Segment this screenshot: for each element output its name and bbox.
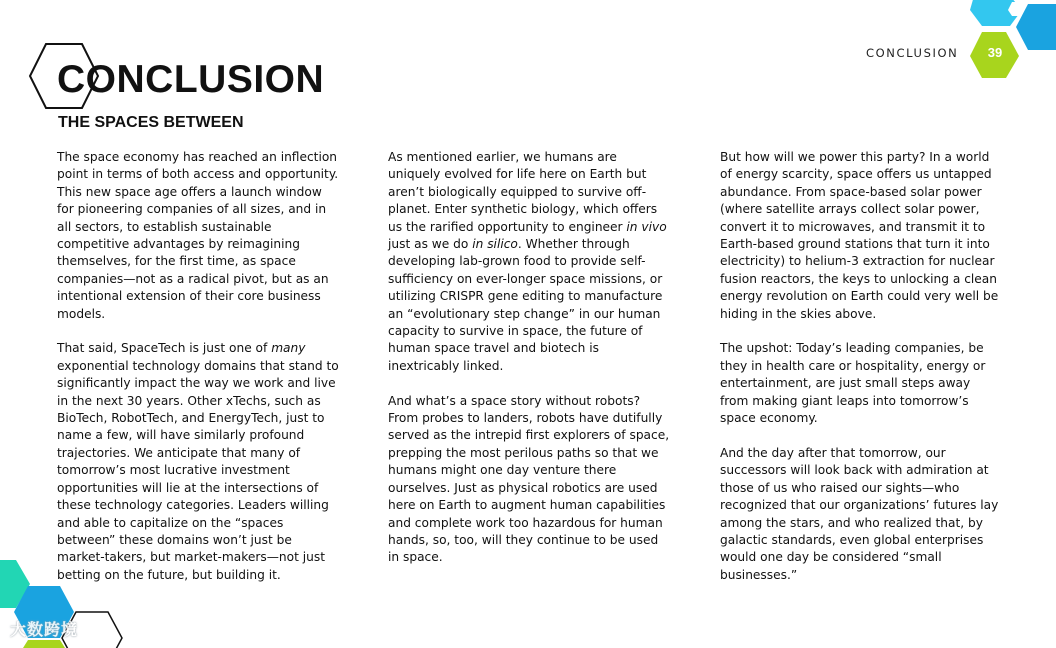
section-subtitle: THE SPACES BETWEEN (58, 114, 244, 131)
body-paragraph (720, 149, 1002, 323)
text-run: just as we do (388, 237, 473, 252)
page-number: 39 (987, 45, 1003, 60)
hex-lime-bottom (18, 640, 70, 648)
body-paragraph (57, 340, 339, 584)
body-paragraph (720, 340, 1002, 427)
text-run: That said, SpaceTech is just one of (57, 341, 272, 356)
text-run: And what’s a space story without robots? From probes to landers, robots have dutifully served as the intrepid first explorers of space, prepping the most perilous paths so that we humans might one day venture there ourselves. Just as physical robotics are used here on Earth to augment human capabilities and complete work too hazardous for human hands, so, too, will they continue to be used in space. (388, 393, 670, 565)
body-paragraph (720, 445, 1002, 584)
text-run: And the day after that tomorrow, our successors will look back with admiration at those of us who raised our sights—who recognized that our organizations’ futures lay among the stars, and who realized that, by galactic standards, even global enterprises would one day be considered “small businesses.” (720, 445, 999, 582)
italic-text: in silico (472, 237, 518, 252)
page-title: CONCLUSION (57, 58, 325, 101)
italic-text: many (271, 341, 306, 356)
text-column-1 (57, 149, 339, 602)
text-run: The upshot: Today’s leading companies, be they in health care or hospitality, energy or entertainment, are just small steps away from making giant leaps into tomorrow’s space economy. (720, 341, 986, 426)
text-run: As mentioned earlier, we humans are uniquely evolved for life here on Earth but aren’t biologically equipped to survive off-planet. Enter synthetic biology, which offers us the rarified opportunity to engineer (388, 150, 658, 234)
watermark-text: 大数跨境 (10, 620, 79, 639)
italic-text: in vivo (626, 219, 667, 234)
text-run: But how will we power this party? In a world of energy scarcity, space offers us untapped abundance. From space-based solar power (where satellite arrays collect solar power, convert it to microwaves, and transmit it to Earth-based ground stations that turn it into electricity) to helium-3 extraction for nuclear fusion reactors, the keys to unlocking a clean energy revolution on Earth could very well be hiding in the skies above. (720, 150, 999, 321)
text-run: . Whether through developing lab-grown food to provide self-sufficiency on ever-longer space missions, or utilizing CRISPR gene editing to manufacture an “evolutionary step change” in our human capacity to survive in space, the future of human space travel and biotech is inextricably linked. (388, 237, 663, 373)
text-run: exponential technology domains that stand to significantly impact the way we work and live in the next 30 years. Other xTechs, such as BioTech, RobotTech, and EnergyTech, just to name a few, will have similarly profound trajectories. We anticipate that many of tomorrow’s most lucrative investment opportunities will lie at the intersections of these technology categories. Leaders willing and able to capitalize on the “spaces between” these domains won’t just be market-takers, but market-makers—not just betting on the future, but building it. (57, 358, 339, 582)
text-column-2 (388, 149, 670, 584)
body-paragraph (57, 149, 339, 323)
text-run: The space economy has reached an inflection point in terms of both access and opportunity. This new space age offers a launch window for pioneering companies of all sizes, and in all sectors, to establish sustainable competitive advantages by reimagining themselves, for the first time, as space companies—not as a radical pivot, but as an intentional extension of their core business models. (57, 150, 339, 321)
body-paragraph (388, 149, 670, 375)
text-column-3 (720, 149, 1002, 602)
running-head: CONCLUSION (866, 46, 959, 60)
body-paragraph (388, 393, 670, 567)
